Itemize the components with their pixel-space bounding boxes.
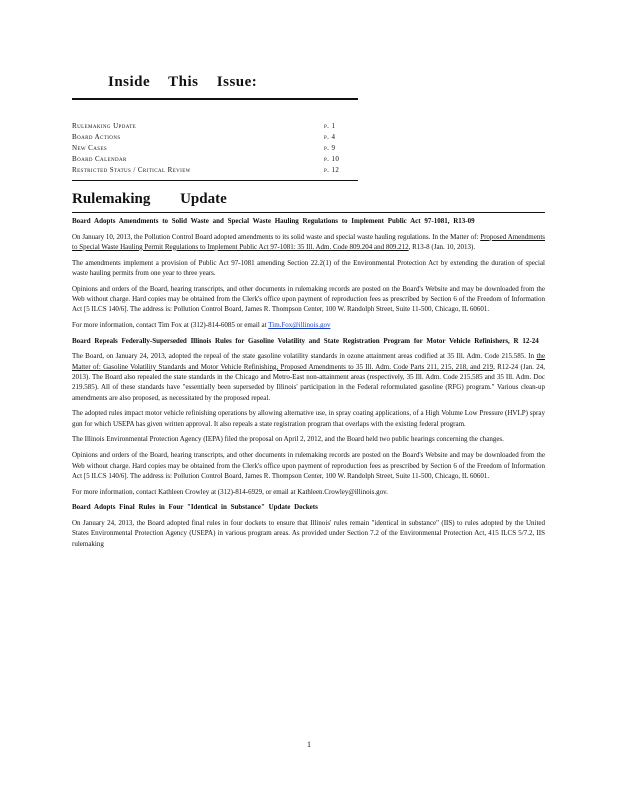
case-citation: Proposed Amendments to Special Waste Hauling Permit Regulations to Implement Public Act 97-1081: 35 Ill. Adm. Code 809.204 and 809.212 (72, 232, 545, 251)
article-paragraph: Opinions and orders of the Board, hearing transcripts, and other documents in rulemaking records are posted on the Board's Website and may be downloaded from the Web without charge. Hard copies may be obtained from the Clerk's office upon payment of reproduction fees as prescribed by Section 6 of the Freedom of Information Act [5 ILCS 140/6]. The address is: Pollution Control Board, James R. Thompson Center, 100 W. Randolph Street, Suite 11-500, Chicago, IL 60601. (72, 451, 545, 480)
section-rule (72, 212, 545, 213)
toc-page: p. 4 (324, 133, 336, 142)
toc-page: p. 12 (324, 166, 340, 175)
article-paragraph: On January 24, 2013, the Board adopted final rules in four dockets to ensure that Illinois' rules remain "identical in substance" (IIS) to rules adopted by the United States Environmental Protection Agency (USEPA) in various program areas. As provided under Section 7.2 of the Environmental Protection Act, 415 ILCS 5/7.2, IIS rulemaking (72, 518, 545, 548)
toc-label: Board Actions (72, 133, 121, 142)
toc-label: Restricted Status / Critical Review (72, 166, 191, 175)
toc-label: New Cases (72, 144, 108, 153)
article-paragraph (72, 232, 545, 253)
article-paragraph (72, 351, 545, 402)
toc-page: p. 9 (324, 144, 336, 153)
article-heading: Board Adopts Amendments to Solid Waste and Special Waste Hauling Regulations to Implement Public Act 97-1081, R13-09 (72, 217, 475, 225)
article-heading: Board Adopts Final Rules in Four "Identical in Substance" Update Dockets (72, 503, 318, 512)
article-paragraph: The Illinois Environmental Protection Agency (IEPA) filed the proposal on April 2, 2012, and the Board held two public hearings concerning the changes. (72, 435, 504, 444)
paragraph-text: For more information, contact Tim Fox at (312)-814-6085 or email at (72, 321, 269, 330)
article-heading: Board Repeals Federally-Superseded Illinois Rules for Gasoline Volatility and State Registration Program for Motor Vehicle Refinishers, R 12-24 (72, 336, 539, 345)
toc-label: Rulemaking Update (72, 122, 137, 130)
toc-item[interactable] (72, 154, 358, 165)
toc-item[interactable] (72, 132, 358, 143)
article-body (72, 216, 545, 554)
toc-page: p. 10 (324, 155, 340, 164)
toc-bottom-rule (72, 180, 358, 181)
section-title: Rulemaking Update (72, 191, 227, 207)
contact-paragraph: For more information, contact Kathleen Crowley at (312)-814-6929, or email at Kathleen.Crowley@illinois.gov. (72, 487, 388, 496)
toc-item[interactable] (72, 143, 358, 154)
toc-page: p. 1 (324, 122, 336, 130)
title-rule (72, 98, 358, 100)
article-paragraph: The adopted rules impact motor vehicle refinishing operations by allowing alternative use, in spray coating applications, of a High Volume Low Pressure (HVLP) spray gun for which USEPA has given written approval. It also repeals a state registration program that overlaps with the existing federal program. (72, 409, 545, 428)
toc-label: Board Calendar (72, 155, 127, 164)
contact-paragraph (72, 320, 545, 330)
toc-item[interactable] (72, 165, 358, 176)
paragraph-text: The Board, on January 24, 2013, adopted the repeal of the state gasoline volatility standards in ozone attainment areas codified at 35 Ill. Adm. Code 215.585. In (72, 352, 537, 361)
page-number: 1 (307, 740, 311, 749)
article-paragraph: The amendments implement a provision of Public Act 97-1081 amending Section 22.2(1) of the Environmental Protection Act by extending the duration of special waste hauling permits from one year to three years. (72, 258, 545, 277)
case-citation: the Matter of: Gasoline Volatility Standards and Motor Vehicle Refinishing, Proposed Amendments to 35 Ill. Adm. Code Parts 211, 215, 218, and 219 (72, 352, 545, 371)
email-link[interactable]: Tim.Fox@illinois.gov (268, 321, 331, 330)
paragraph-text: On January 10, 2013, the Pollution Control Board adopted amendments to its solid waste and special waste hauling regulations. In the Matter of: (72, 232, 481, 241)
paragraph-text: , R13-8 (Jan. 10, 2013). (408, 242, 476, 251)
inside-this-issue-title: Inside This Issue: (108, 74, 258, 90)
table-of-contents (72, 121, 358, 176)
paragraph-text: , R12-24 (Jan. 24, 2013). The Board also repealed the state standards in the Chicago and Metro-East non-attainment areas (respectively, 35 Ill. Adm. Code 215.585 and 35 Ill. Adm. Doc 219.585). All of these standards have "essentially been superseded by Illinois' participation in the Federal reformulated gasoline (RFG) program." Various clean-up amendments are also proposed, as necessitated by the proposed repeal. (72, 362, 545, 402)
toc-item[interactable] (72, 121, 358, 132)
article-paragraph: Opinions and orders of the Board, hearing transcripts, and other documents in rulemaking records are posted on the Board's Website and may be downloaded from the Web without charge. Hard copies may be obtained from the Clerk's office upon payment of reproduction fees as prescribed by Section 6 of the Freedom of Information Act [5 ILCS 140/6]. The address is: Pollution Control Board, James R. Thompson Center, 100 W. Randolph Street, Suite 11-500, Chicago, IL 60601. (72, 284, 545, 314)
